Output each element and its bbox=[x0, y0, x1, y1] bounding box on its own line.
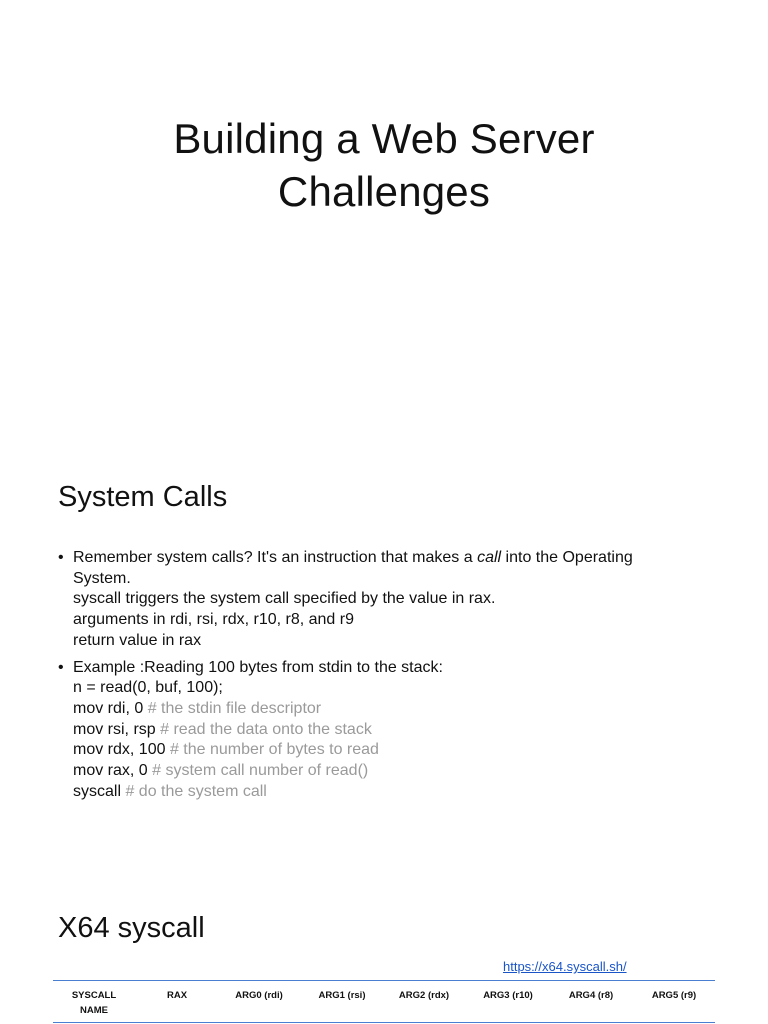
code-line bbox=[73, 699, 718, 720]
bullet-item-example bbox=[58, 658, 718, 803]
code-line bbox=[73, 782, 718, 803]
table-header-arg3: ARG3 (r10) bbox=[483, 990, 533, 1001]
code-comment: # the number of bytes to read bbox=[169, 741, 379, 759]
code-comment: # do the system call bbox=[125, 782, 267, 800]
table-header-arg1: ARG1 (rsi) bbox=[318, 990, 366, 1001]
slide-title-line-1: Building a Web Server bbox=[173, 115, 595, 162]
table-top-rule bbox=[53, 980, 715, 981]
table-header-rax: RAX bbox=[166, 990, 188, 1001]
code-text: mov rdx, 100 bbox=[73, 741, 170, 759]
code-comment: # read the data onto the stack bbox=[160, 720, 372, 738]
code-text: syscall bbox=[73, 782, 126, 800]
bullet-item-system-calls bbox=[58, 548, 718, 652]
slide-heading: System Calls bbox=[58, 481, 228, 513]
code-text: mov rax, 0 bbox=[73, 762, 153, 780]
bullet-line: syscall triggers the system call specified by the value in rax. bbox=[73, 590, 496, 608]
bullet-list bbox=[58, 548, 718, 808]
bullet-icon: • bbox=[58, 549, 64, 566]
bullet-icon: • bbox=[58, 658, 64, 676]
code-text: mov rsi, rsp bbox=[73, 720, 161, 738]
table-header-syscall-name: SYSCALL NAME bbox=[71, 990, 117, 1016]
bullet-line: Example :Reading 100 bytes from stdin to the stack: bbox=[73, 658, 443, 676]
bullet-line bbox=[73, 548, 718, 569]
table-header-arg2: ARG2 (rdx) bbox=[398, 990, 450, 1001]
bullet-line: n = read(0, buf, 100); bbox=[73, 679, 223, 697]
slide-heading: X64 syscall bbox=[58, 912, 205, 944]
code-line bbox=[73, 740, 718, 761]
bullet-line: arguments in rdi, rsi, rdx, r10, r8, and r9 bbox=[73, 611, 354, 629]
table-header-arg0: ARG0 (rdi) bbox=[235, 990, 283, 1001]
system-calls-slide bbox=[0, 432, 768, 864]
bullet-line: System. bbox=[73, 569, 131, 587]
x64-syscall-slide bbox=[0, 864, 768, 1024]
slide-title-line-2: Challenges bbox=[277, 168, 491, 215]
code-line bbox=[73, 720, 718, 741]
bullet-line: return value in rax bbox=[73, 631, 202, 649]
text-run: into the Operating bbox=[501, 549, 633, 566]
table-header-arg4: ARG4 (r8) bbox=[568, 990, 614, 1001]
code-comment: # system call number of read() bbox=[152, 762, 369, 780]
italic-text: call bbox=[477, 549, 502, 566]
code-text: mov rdi, 0 bbox=[73, 699, 148, 717]
code-line bbox=[73, 761, 718, 782]
syscall-reference-link[interactable]: https://x64.syscall.sh/ bbox=[503, 959, 627, 974]
code-comment: # the stdin file descriptor bbox=[147, 699, 322, 717]
table-bottom-rule bbox=[53, 1022, 715, 1023]
title-slide bbox=[0, 0, 768, 432]
table-header-arg5: ARG5 (r9) bbox=[651, 990, 697, 1001]
text-run: Remember system calls? It's an instruction that makes a bbox=[73, 549, 478, 566]
